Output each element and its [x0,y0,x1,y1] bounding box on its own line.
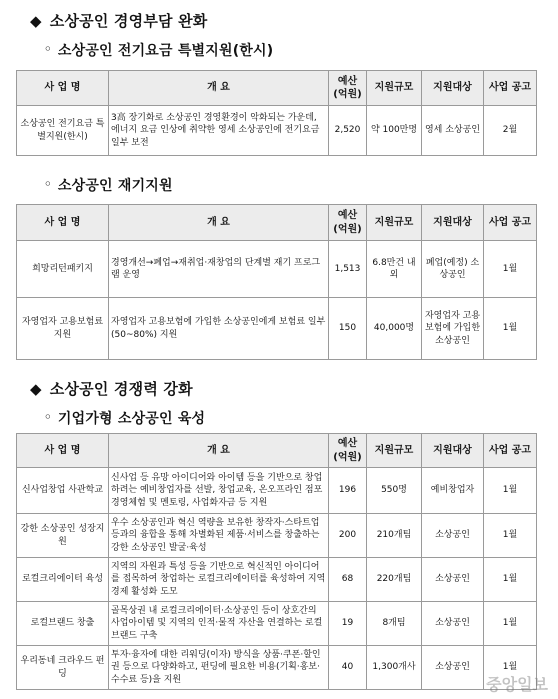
cell-budget: 200 [329,514,367,558]
table-electricity-support [16,70,537,156]
cell-announce: 1월 [484,646,537,690]
cell-name: 로컬크리에이터 육성 [17,558,109,602]
cell-scale: 220개팀 [367,558,422,602]
watermark: 중앙일보 [486,675,548,694]
header-budget: 예산 (억원) [329,434,367,468]
cell-budget: 2,520 [329,106,367,156]
header-summary: 개 요 [109,71,329,106]
circle-bullet-icon: ◦ [44,410,52,424]
cell-summary: 골목상권 내 로컬크리에이터·소상공인 등이 상호간의 사업아이템 및 지역의 인적·물적 자산을 연결하는 로컬브랜드 구축 [109,602,329,646]
cell-name: 소상공인 전기요금 특별지원(한시) [17,106,109,156]
cell-budget: 19 [329,602,367,646]
cell-name: 신사업창업 사관학교 [17,468,109,514]
subsection-title-entrepreneur [44,408,205,428]
cell-name: 우리동네 크라우드 펀딩 [17,646,109,690]
cell-summary: 지역의 자원과 특성 등을 기반으로 혁신적인 아이디어를 접목하여 창업하는 로컬크리에이터를 육성하여 지역경제 활성화 도모 [109,558,329,602]
cell-summary: 3高 장기화로 소상공인 경영환경이 악화되는 가운데, 에너지 요금 인상에 취약한 영세 소상공인에 전기요금 일부 보전 [109,106,329,156]
section-title-competitiveness [30,378,193,399]
header-name: 사 업 명 [17,205,109,241]
circle-bullet-icon: ◦ [44,42,52,56]
header-announce: 사업 공고 [484,434,537,468]
cell-announce: 1월 [484,298,537,360]
circle-bullet-icon: ◦ [44,177,52,191]
table-header-row [17,71,537,106]
cell-budget: 196 [329,468,367,514]
cell-target: 소상공인 [422,514,484,558]
diamond-bullet-icon: ◆ [30,12,42,30]
cell-summary: 경영개선→폐업→재취업·재창업의 단계별 재기 프로그램 운영 [109,241,329,298]
cell-name: 희망리턴패키지 [17,241,109,298]
subsection-title-text: 소상공인 전기요금 특별지원(한시) [57,43,274,59]
cell-summary: 신사업 등 유망 아이디어와 아이템 등을 기반으로 창업하려는 예비창업자를 선발, 창업교육, 온오프라인 점포경영체험 및 멘토링, 사업화자금 등 지원 [109,468,329,514]
header-announce: 사업 공고 [484,205,537,241]
header-target: 지원대상 [422,71,484,106]
header-budget: 예산 (억원) [329,71,367,106]
cell-summary: 자영업자 고용보험에 가입한 소상공인에게 보험료 일부(50~80%) 지원 [109,298,329,360]
cell-scale: 1,300개사 [367,646,422,690]
cell-summary: 우수 소상공인과 혁신 역량을 보유한 창작자·스타트업 등과의 융합을 통해 차별화된 제품·서비스를 창출하는 강한 소상공인 발굴·육성 [109,514,329,558]
cell-scale: 40,000명 [367,298,422,360]
table-row [17,106,537,156]
cell-scale: 약 100만명 [367,106,422,156]
header-scale: 지원규모 [367,71,422,106]
subsection-title-recovery [44,175,173,195]
cell-target: 소상공인 [422,558,484,602]
header-scale: 지원규모 [367,205,422,241]
table-header-row [17,434,537,468]
cell-announce: 2월 [484,106,537,156]
header-scale: 지원규모 [367,434,422,468]
header-summary: 개 요 [109,205,329,241]
header-target: 지원대상 [422,434,484,468]
subsection-title-electricity [44,40,273,60]
table-recovery-support [16,204,537,360]
table-row [17,468,537,514]
diamond-bullet-icon: ◆ [30,380,42,398]
table-row [17,646,537,690]
cell-name: 자영업자 고용보험료 지원 [17,298,109,360]
cell-target: 예비창업자 [422,468,484,514]
table-row [17,558,537,602]
header-target: 지원대상 [422,205,484,241]
cell-budget: 40 [329,646,367,690]
table-row [17,514,537,558]
cell-scale: 550명 [367,468,422,514]
cell-budget: 150 [329,298,367,360]
cell-summary: 투자·융자에 대한 리워딩(이자) 방식을 상품·쿠폰·할인권 등으로 다양화하고, 펀딩에 필요한 비용(기획·홍보·수수료 등)을 지원 [109,646,329,690]
table-entrepreneur-support [16,433,537,690]
cell-target: 소상공인 [422,646,484,690]
cell-name: 강한 소상공인 성장지원 [17,514,109,558]
cell-target: 폐업(예정) 소상공인 [422,241,484,298]
cell-announce: 1월 [484,241,537,298]
section-title-text: 소상공인 경쟁력 강화 [49,380,193,398]
cell-target: 자영업자 고용보험에 가입한 소상공인 [422,298,484,360]
cell-budget: 1,513 [329,241,367,298]
table-row [17,298,537,360]
header-announce: 사업 공고 [484,71,537,106]
cell-budget: 68 [329,558,367,602]
section-title-text: 소상공인 경영부담 완화 [49,12,208,30]
cell-name: 로컬브랜드 창출 [17,602,109,646]
cell-announce: 1월 [484,468,537,514]
section-title-burden-relief [30,10,208,31]
table-row [17,241,537,298]
cell-target: 소상공인 [422,602,484,646]
cell-announce: 1월 [484,558,537,602]
cell-scale: 210개팀 [367,514,422,558]
table-row [17,602,537,646]
table-header-row [17,205,537,241]
header-budget: 예산 (억원) [329,205,367,241]
cell-scale: 8개팀 [367,602,422,646]
header-name: 사 업 명 [17,71,109,106]
subsection-title-text: 기업가형 소상공인 육성 [57,411,206,427]
header-summary: 개 요 [109,434,329,468]
cell-announce: 1월 [484,514,537,558]
header-name: 사 업 명 [17,434,109,468]
cell-target: 영세 소상공인 [422,106,484,156]
subsection-title-text: 소상공인 재기지원 [57,178,173,194]
cell-scale: 6.8만건 내외 [367,241,422,298]
cell-announce: 1월 [484,602,537,646]
